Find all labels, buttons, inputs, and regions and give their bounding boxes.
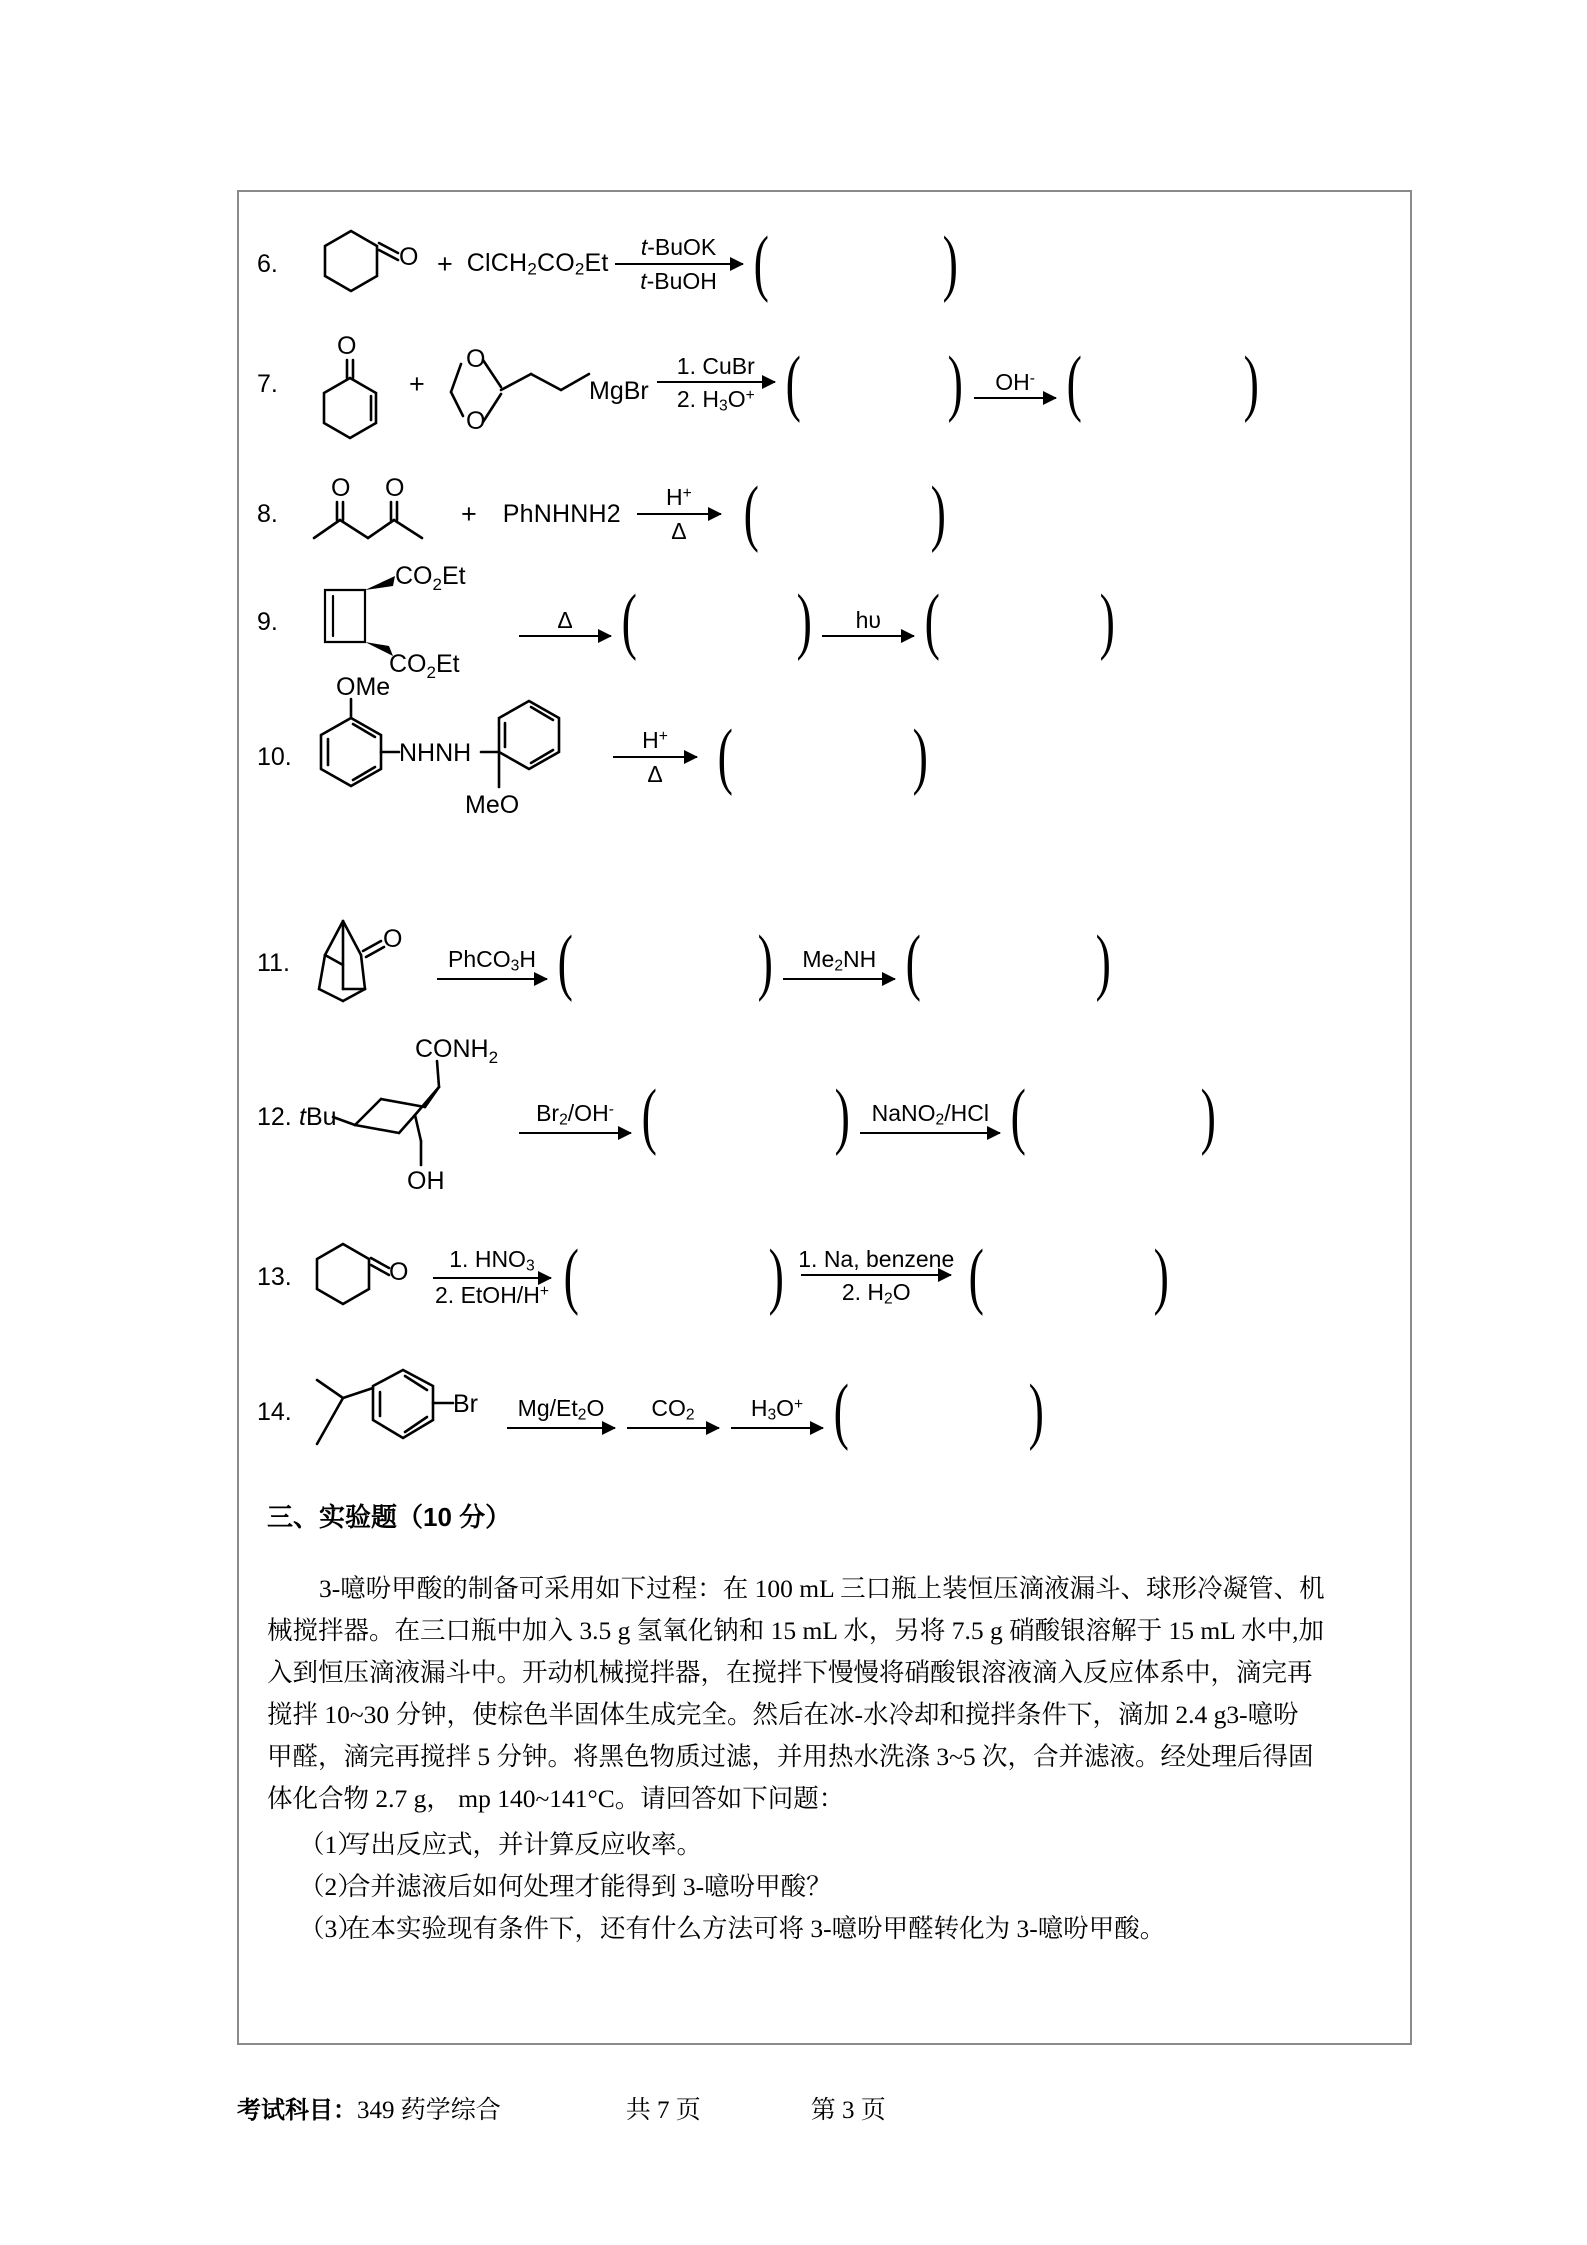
arrow-label-above: t-BuOK bbox=[640, 234, 717, 261]
svg-text:O: O bbox=[385, 474, 405, 502]
answer-blank-9a[interactable] bbox=[617, 580, 816, 663]
answer-blank-7a[interactable] bbox=[781, 342, 968, 425]
paren-open: ( bbox=[924, 580, 941, 663]
arrow-label-above: H+ bbox=[666, 484, 692, 511]
paren-close: ) bbox=[942, 222, 959, 305]
structure-tbu-hydroxy-cyclohexanecarboxamide bbox=[299, 1035, 513, 1197]
reaction-row-7 bbox=[257, 332, 1263, 436]
reaction-arrow-10 bbox=[613, 727, 697, 787]
paren-open: ( bbox=[717, 715, 733, 798]
reaction-number: 9. bbox=[257, 607, 278, 636]
reaction-number: 6. bbox=[257, 249, 278, 278]
footer-subject-value: 349 药学综合 bbox=[357, 2097, 501, 2124]
paren-open: ( bbox=[833, 1370, 849, 1453]
arrow-label-above: $Mg/Et_2O$ bbox=[517, 1395, 605, 1424]
arrow-label-above: 1. Na, benzene bbox=[798, 1245, 955, 1272]
svg-text:O: O bbox=[383, 925, 403, 953]
svg-text:OH: OH bbox=[407, 1167, 445, 1195]
paragraph-line-5: 甲醛，滴完再搅拌 5 分钟。将黑色物质过滤，并用热水洗涤 3~5 次，合并滤液。经处理后得固 bbox=[267, 1742, 1314, 1771]
arrow-label-above: Δ bbox=[557, 606, 573, 633]
answer-blank-7b[interactable] bbox=[1062, 342, 1263, 425]
structure-cyclohexanone bbox=[303, 222, 423, 306]
reaction-arrow-13b bbox=[794, 1246, 958, 1309]
reaction-number: 7. bbox=[257, 369, 278, 398]
reaction-arrow-7a bbox=[657, 353, 775, 416]
reactant-label-clch2co2et: $ClCH_2CO_2Et$ bbox=[466, 248, 609, 279]
arrow-label-below: 2. EtOH/H+ bbox=[435, 1281, 549, 1308]
svg-text:O: O bbox=[465, 407, 486, 435]
paren-close: ) bbox=[757, 921, 773, 1004]
svg-text:OMe: OMe bbox=[336, 673, 391, 701]
reaction-arrow-12a bbox=[519, 1100, 631, 1133]
question-number: （2） bbox=[299, 1872, 363, 1901]
paren-close: ) bbox=[1153, 1235, 1169, 1318]
svg-text:CO2Et: $CO_2Et$ bbox=[389, 650, 460, 682]
footer-subject-label: 考试科目： bbox=[237, 2097, 357, 2124]
answer-blank-11a[interactable] bbox=[553, 921, 777, 1004]
svg-text:MeO: MeO bbox=[465, 791, 520, 819]
question-text: 在本实验现有条件下，还有什么方法可将 3-噫吩甲醛转化为 3-噫吩甲酸。 bbox=[345, 1914, 1166, 1943]
reaction-row-6 bbox=[257, 222, 963, 306]
arrow-label-above: $Br_2/OH^-$ bbox=[536, 1100, 614, 1129]
paren-open: ( bbox=[557, 921, 573, 1004]
reaction-arrow-14a bbox=[507, 1395, 615, 1428]
structure-norbornanone bbox=[303, 915, 423, 1011]
paren-open: ( bbox=[1066, 342, 1083, 425]
arrow-label-above: 1. $HNO_3$ bbox=[449, 1245, 535, 1274]
reaction-row-13 bbox=[257, 1235, 1174, 1319]
question-number: （1） bbox=[299, 1830, 363, 1859]
paren-close: ) bbox=[1028, 1370, 1044, 1453]
paren-close: ) bbox=[1099, 580, 1115, 663]
reaction-number: 12. bbox=[257, 1102, 292, 1131]
reaction-number: 8. bbox=[257, 499, 278, 528]
paren-open: ( bbox=[785, 342, 801, 425]
arrow-label-below: t-BuOH bbox=[640, 267, 717, 294]
reaction-arrow-12b bbox=[860, 1100, 1000, 1133]
structure-4-isopropylbromobenzene bbox=[303, 1360, 493, 1464]
paragraph-line-4: 搅拌 10~30 分钟，使棕色半固体生成完全。然后在冰-水冷却和搅拌条件下，滴加 2.4 g3-噫吩 bbox=[267, 1700, 1299, 1729]
answer-blank-14[interactable] bbox=[829, 1370, 1048, 1453]
paren-close: ) bbox=[930, 472, 946, 555]
reaction-arrow-14b bbox=[627, 1395, 719, 1428]
reaction-row-11 bbox=[257, 915, 1116, 1011]
arrow-label-above: PhCO$_3$H bbox=[448, 946, 536, 975]
svg-text:MgBr: MgBr bbox=[588, 377, 649, 405]
reaction-arrow-13a bbox=[431, 1246, 553, 1309]
question-text: 合并滤液后如何处理才能得到 3-噫吩甲酸？ bbox=[345, 1872, 832, 1901]
footer-total-pages: 共 7 页 bbox=[625, 2097, 701, 2124]
paren-close: ) bbox=[1243, 342, 1259, 425]
reaction-arrow-7b bbox=[974, 369, 1056, 399]
footer-current-page: 第 3 页 bbox=[810, 2097, 886, 2124]
reaction-row-14 bbox=[257, 1360, 1048, 1464]
svg-text:O: O bbox=[389, 1258, 409, 1286]
paren-open: ( bbox=[641, 1075, 657, 1158]
svg-text:O: O bbox=[465, 345, 486, 373]
paren-close: ) bbox=[948, 342, 964, 425]
exam-content-frame bbox=[237, 190, 1412, 2045]
section-title-experiment: 三、实验题（10 分） bbox=[267, 1502, 512, 1532]
svg-text:O: O bbox=[331, 474, 351, 502]
reaction-row-8 bbox=[257, 474, 950, 554]
svg-text:CONH2: $CONH_2$ bbox=[415, 1035, 499, 1067]
paren-open: ( bbox=[968, 1235, 985, 1318]
paren-open: ( bbox=[563, 1235, 579, 1318]
answer-blank-12a[interactable] bbox=[637, 1075, 854, 1158]
structure-cyclohexanone bbox=[303, 1235, 415, 1319]
structure-dioxolanyl-propyl-magnesium-bromide bbox=[439, 334, 649, 435]
paragraph-line-3: 入到恒压滴液漏斗中。开动机械搅拌器，在搅拌下慢慢将硝酸银溶液滴入反应体系中，滴完再 bbox=[267, 1658, 1313, 1687]
arrow-label-above: H+ bbox=[642, 727, 668, 754]
paren-open: ( bbox=[743, 472, 759, 555]
paren-open: ( bbox=[753, 222, 769, 305]
question-text: 写出反应式，并计算反应收率。 bbox=[345, 1830, 703, 1859]
experiment-description-paragraph bbox=[267, 1568, 1382, 1820]
structure-cyclobutene-diester bbox=[303, 562, 483, 682]
reaction-arrow-14c bbox=[731, 1395, 823, 1428]
structure-bis-methoxyphenyl-hydrazine bbox=[303, 673, 583, 837]
reaction-number: 10. bbox=[257, 742, 292, 771]
reaction-arrow-9a bbox=[519, 607, 611, 637]
arrow-label-below: Δ bbox=[647, 760, 663, 787]
paren-open: ( bbox=[905, 921, 922, 1004]
reaction-number: 14. bbox=[257, 1397, 292, 1426]
answer-blank-8[interactable] bbox=[739, 472, 950, 555]
svg-text:O: O bbox=[337, 332, 357, 360]
question-list bbox=[299, 1824, 1389, 1950]
plus-sign: + bbox=[461, 498, 477, 529]
paragraph-line-6: 体化合物 2.7 g， mp 140~141°C。请回答如下问题： bbox=[267, 1784, 845, 1813]
answer-blank-11b[interactable] bbox=[901, 921, 1115, 1004]
arrow-label-below: 2. $H_2O$ bbox=[841, 1279, 911, 1308]
arrow-label-above: 1. CuBr bbox=[676, 352, 755, 379]
svg-text:CO2Et: $CO_2Et$ bbox=[395, 562, 466, 594]
paren-open: ( bbox=[1010, 1075, 1027, 1158]
arrow-label-above: $Me_2NH$ bbox=[802, 946, 877, 975]
arrow-label-above: $CO_2$ bbox=[651, 1395, 695, 1424]
paren-close: ) bbox=[834, 1075, 850, 1158]
reaction-arrow-9b bbox=[822, 607, 914, 637]
paren-close: ) bbox=[912, 715, 928, 798]
paren-close: ) bbox=[768, 1235, 784, 1318]
arrow-label-above: OH- bbox=[995, 368, 1035, 395]
arrow-label-above: NaNO$_2$/HCl bbox=[871, 1100, 989, 1129]
question-item-3 bbox=[299, 1908, 1389, 1950]
question-item-2 bbox=[299, 1866, 1389, 1908]
structure-cyclohexenone bbox=[303, 332, 395, 436]
reaction-number: 11. bbox=[257, 948, 290, 977]
question-item-1 bbox=[299, 1824, 1389, 1866]
reaction-arrow-6 bbox=[615, 234, 743, 294]
paragraph-line-1: 3-噫吩甲酸的制备可采用如下过程：在 100 mL 三口瓶上装恒压滴液漏斗、球形冷凝管、机 bbox=[319, 1574, 1325, 1603]
answer-blank-10[interactable] bbox=[713, 715, 932, 798]
arrow-label-below: 2. $H_3O^+$ bbox=[676, 386, 755, 415]
answer-blank-9b[interactable] bbox=[920, 580, 1119, 663]
reaction-arrow-11b bbox=[783, 946, 895, 979]
reaction-row-9 bbox=[257, 562, 1120, 682]
paren-open: ( bbox=[621, 580, 637, 663]
reaction-arrow-8 bbox=[637, 484, 721, 544]
svg-text:tBu: tBu bbox=[299, 1103, 337, 1131]
arrow-label-below: Δ bbox=[671, 517, 687, 544]
reaction-arrow-11a bbox=[437, 946, 547, 979]
paragraph-line-2: 械搅拌器。在三口瓶中加入 3.5 g 氢氧化钠和 15 mL 水，另将 7.5 g 硝酸银溶解于 15 mL 水中,加 bbox=[267, 1616, 1325, 1645]
svg-text:Br: Br bbox=[453, 1390, 478, 1418]
reaction-number: 13. bbox=[257, 1262, 292, 1291]
plus-sign: + bbox=[437, 248, 453, 279]
plus-sign: + bbox=[409, 368, 425, 399]
paren-close: ) bbox=[1095, 921, 1111, 1004]
svg-text:O: O bbox=[399, 243, 419, 271]
question-number: （3） bbox=[299, 1914, 363, 1943]
reactant-label-phnhnh2: PhNHNH2 bbox=[502, 499, 621, 528]
svg-text:NHNH: NHNH bbox=[399, 739, 472, 767]
paren-close: ) bbox=[1200, 1075, 1216, 1158]
answer-blank-6[interactable] bbox=[749, 222, 963, 305]
answer-blank-13a[interactable] bbox=[559, 1235, 788, 1318]
page-footer bbox=[237, 2090, 1412, 2126]
arrow-label-above: $H_3O^+$ bbox=[750, 1395, 804, 1424]
reaction-row-10 bbox=[257, 673, 932, 837]
arrow-label-above: hυ bbox=[855, 606, 881, 633]
reaction-row-12 bbox=[257, 1037, 1221, 1197]
answer-blank-13b[interactable] bbox=[964, 1235, 1173, 1318]
paren-close: ) bbox=[796, 580, 812, 663]
structure-acetylacetone bbox=[303, 474, 435, 554]
answer-blank-12b[interactable] bbox=[1006, 1075, 1220, 1158]
